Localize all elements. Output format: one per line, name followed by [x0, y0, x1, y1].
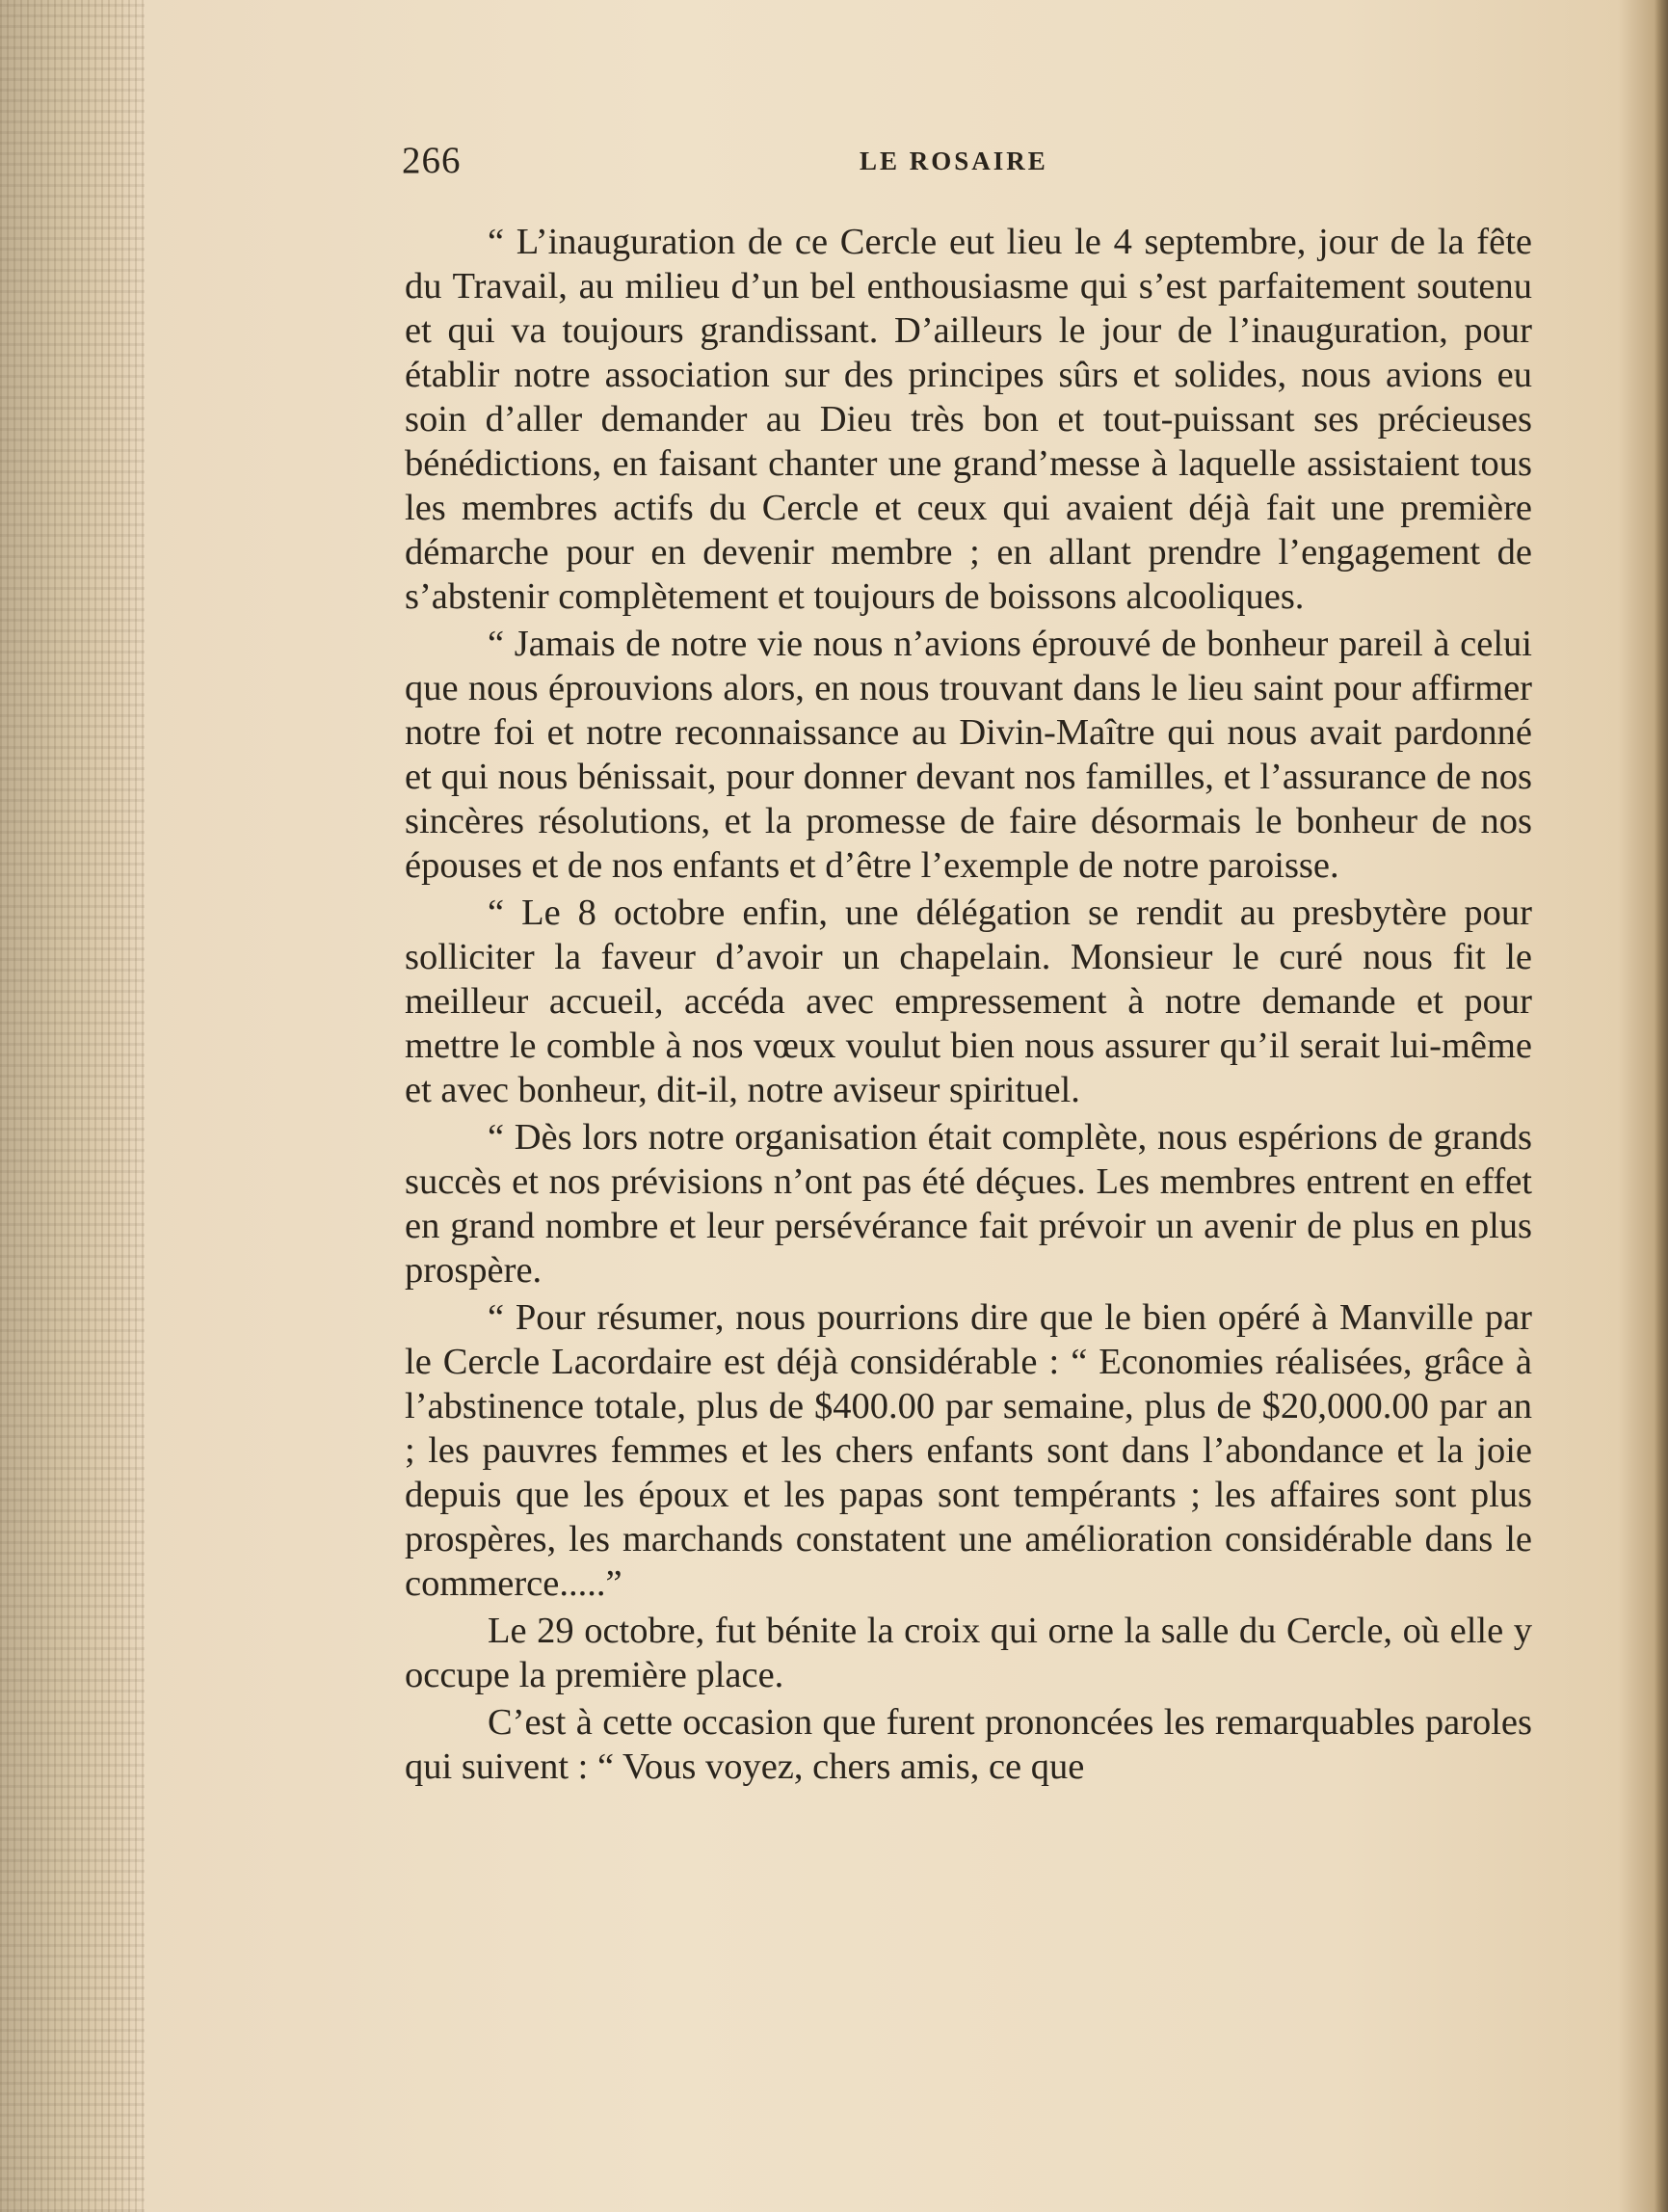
body-text [405, 220, 1532, 1792]
paragraph: “ Pour résumer, nous pourrions dire que le bien opéré à Manville par le Cercle Lacordaire est déjà considérable : “ Economies réalisées, grâce à l’abstinence totale, plus de $400.00 par semaine, plus de $20,000.00 par an ; les pauvres femmes et les chers enfants sont dans l’abondance et la joie depuis que les époux et les papas sont tempérants ; les affaires sont plus prospères, les marchands constatent une amélioration considérable dans le commerce.....” [405, 1297, 1532, 1604]
paragraph: “ Jamais de notre vie nous n’avions éprouvé de bonheur pareil à celui que nous éprouvions alors, en nous trouvant dans le lieu saint pour affirmer notre foi et notre reconnaissance au Divin-Maître qui nous avait pardonné et qui nous bénissait, pour donner devant nos familles, et l’assurance de nos sincères résolutions, et la promesse de faire désormais le bonheur de nos épouses et de nos enfants et d’être l’exemple de notre paroisse. [405, 624, 1532, 886]
page-number: 266 [402, 140, 462, 181]
paragraph: Le 29 octobre, fut bénite la croix qui orne la salle du Cercle, où elle y occupe la première place. [405, 1611, 1532, 1695]
paragraph: C’est à cette occasion que furent prononcées les remarquables paroles qui suivent : “ Vous voyez, chers amis, ce que [405, 1702, 1532, 1787]
paragraph: “ Dès lors notre organisation était complète, nous espérions de grands succès et nos prévisions n’ont pas été déçues. Les membres entrent en effet en grand nombre et leur persévérance fait prévoir un avenir de plus en plus prospère. [405, 1117, 1532, 1291]
paragraph: “ L’inauguration de ce Cercle eut lieu le 4 septembre, jour de la fête du Travail, au milieu d’un bel enthousiasme qui s’est parfaitement soutenu et qui va toujours grandissant. D’ailleurs le jour de l’inauguration, pour établir notre association sur des principes sûrs et solides, nous avions eu soin d’aller demander au Dieu très bon et tout-puissant ses précieuses bénédictions, en faisant chanter une grand’messe à laquelle assistaient tous les membres actifs du Cercle et ceux qui avaient déjà fait une première démarche pour en devenir membre ; en allant prendre l’engagement de s’abstenir complètement et toujours de boissons alcooliques. [405, 222, 1532, 617]
running-head [402, 137, 1076, 185]
page-right-edge [1655, 0, 1668, 2212]
paragraph: “ Le 8 octobre enfin, une délégation se rendit au presbytère pour solliciter la faveur d’avoir un chapelain. Monsieur le curé nous fit le meilleur accueil, accéda avec empressement à notre demande et pour mettre le comble à nos vœux voulut bien nous assurer qu’il serait lui-même et avec bonheur, dit-il, notre aviseur spirituel. [405, 893, 1532, 1110]
running-title: LE ROSAIRE [860, 147, 1048, 175]
page-binding-edge [0, 0, 145, 2212]
